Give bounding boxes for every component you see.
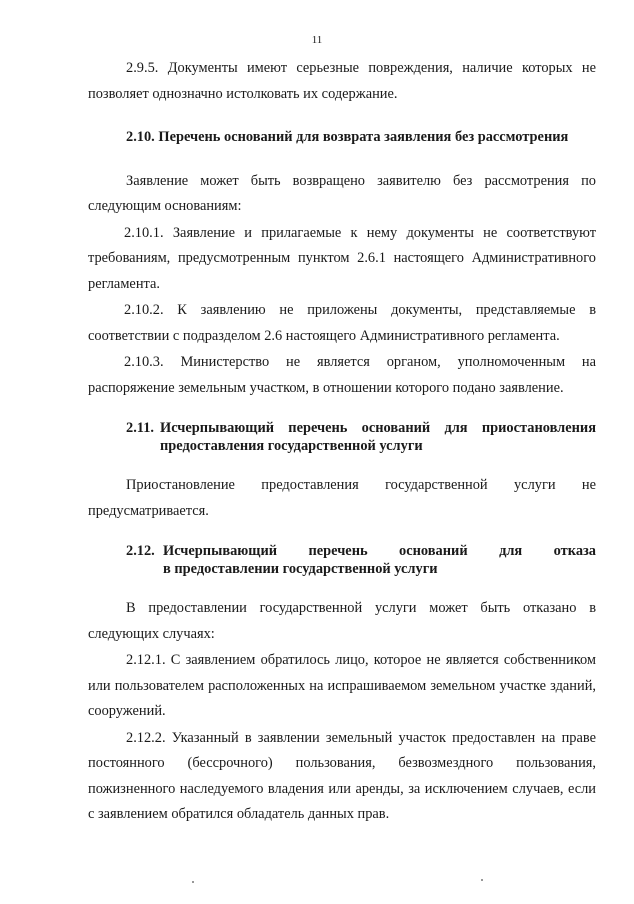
section-2-10-intro: Заявление может быть возвращено заявителю без рассмотрения по следующим основаниям: (88, 172, 596, 214)
scan-speck (481, 879, 483, 881)
section-2-12-heading-line-2: в предоставлении государственной услуги (163, 561, 438, 577)
page-content (88, 56, 596, 828)
section-2-12-heading (88, 542, 596, 578)
section-2-10-heading: 2.10. Перечень оснований для возврата заявления без рассмотрения (126, 129, 569, 145)
section-2-12-item-1: 2.12.1. С заявлением обратилось лицо, которое не является собственником или пользователем расположенных на испрашиваемом земельном участке зданий, сооружений. (88, 652, 596, 719)
section-2-11-body: Приостановление предоставления государственной услуги не предусматривается. (88, 477, 596, 519)
section-2-11-heading-text (160, 419, 596, 455)
section-2-11-heading-line-1: Исчерпывающий перечень оснований для приостановления (160, 420, 596, 436)
section-2-11-heading (88, 419, 596, 455)
section-2-10-item-3: 2.10.3. Министерство не является органом, уполномоченным на распоряжение земельным участком, в отношении которого подано заявление. (88, 354, 596, 396)
section-2-10-item-1: 2.10.1. Заявление и прилагаемые к нему документы не соответствуют требованиям, предусмотренным пунктом 2.6.1 настоящего Административного регламента. (88, 224, 596, 292)
section-2-12-heading-text (163, 542, 596, 578)
section-2-10-item-2: 2.10.2. К заявлению не приложены документы, представляемые в соответствии с подразделом 2.6 настоящего Административного регламента. (88, 302, 596, 344)
paragraph-2-9-5: 2.9.5. Документы имеют серьезные повреждения, наличие которых не позволяет однозначно истолковать их содержание. (88, 60, 596, 102)
section-2-12-intro: В предоставлении государственной услуги может быть отказано в следующих случаях: (88, 600, 596, 642)
scan-speck (192, 881, 194, 883)
section-2-11-heading-line-2: предоставления государственной услуги (160, 438, 423, 454)
section-2-12-heading-line-1: Исчерпывающий перечень оснований для отказа (163, 543, 596, 559)
page-number: 11 (311, 34, 323, 46)
section-2-11-number: 2.11. (126, 420, 154, 436)
section-2-12-number: 2.12. (126, 543, 155, 559)
section-2-12-item-2: 2.12.2. Указанный в заявлении земельный участок предоставлен на праве постоянного (бессрочного) пользования, безвозмездного пользования, пожизненного наследуемого владения или аренды, за исключением случаев, если с заявлением обратился обладатель данных прав. (88, 729, 596, 822)
